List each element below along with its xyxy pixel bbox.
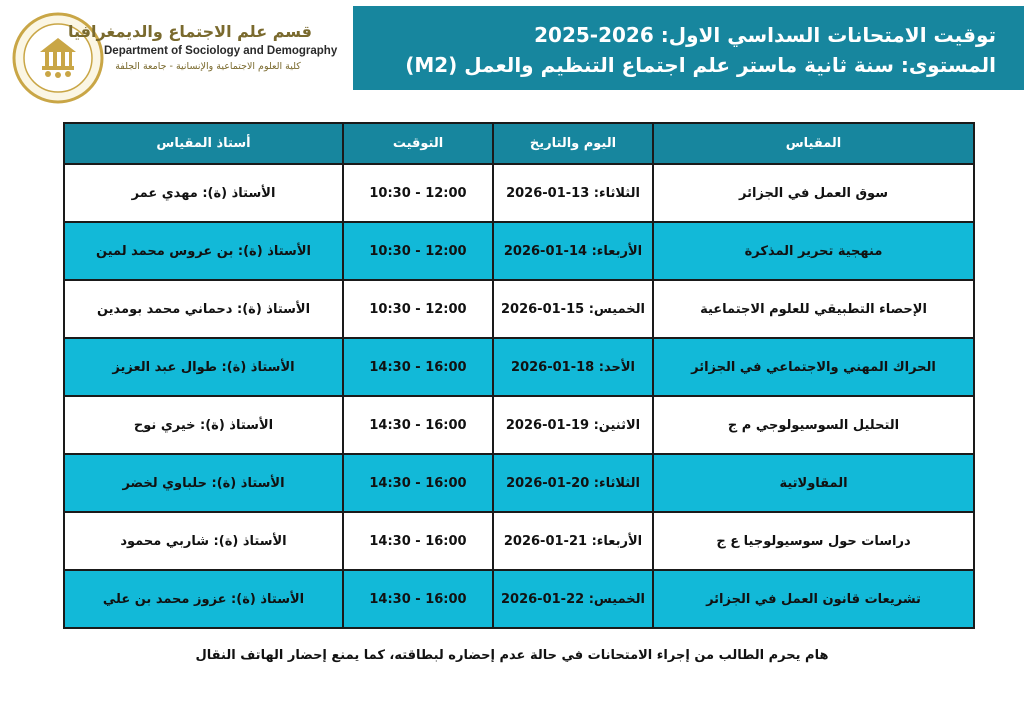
title-banner [353, 6, 1024, 90]
cell-time: 14:30 - 16:00 [343, 512, 493, 570]
cell-time: 14:30 - 16:00 [343, 570, 493, 628]
cell-teacher: الأستاذ (ة): عزوز محمد بن علي [64, 570, 343, 628]
table-row [64, 338, 974, 396]
table-row [64, 164, 974, 222]
important-note: هام يحرم الطالب من إجراء الامتحانات في حالة عدم إحضاره لبطاقته، كما يمنع إحضار الهاتف النقال [195, 648, 829, 663]
cell-teacher: الأستاذ (ة): شاربي محمود [64, 512, 343, 570]
cell-module: الإحصاء التطبيقي للعلوم الاجتماعية [653, 280, 974, 338]
cell-module: المقاولاتية [653, 454, 974, 512]
cell-time: 10:30 - 12:00 [343, 164, 493, 222]
cell-date: الثلاثاء: 13-01-2026 [493, 164, 653, 222]
header-module: المقياس [653, 123, 974, 164]
faculty-name: كلية العلوم الاجتماعية والإنسانية - جامعة الجلفة [115, 61, 301, 72]
cell-module: تشريعات قانون العمل في الجزائر [653, 570, 974, 628]
header-time: التوقيت [343, 123, 493, 164]
cell-date: الأربعاء: 14-01-2026 [493, 222, 653, 280]
table-row [64, 222, 974, 280]
table-row [64, 454, 974, 512]
cell-teacher: الأستاذ (ة): بن عروس محمد لمين [64, 222, 343, 280]
cell-date: الخميس: 15-01-2026 [493, 280, 653, 338]
cell-time: 10:30 - 12:00 [343, 222, 493, 280]
level-subtitle: المستوى: سنة ثانية ماستر علم اجتماع التنظيم والعمل (M2) [405, 53, 996, 77]
table-row [64, 570, 974, 628]
cell-teacher: الأستاذ (ة): طوال عبد العزيز [64, 338, 343, 396]
cell-date: الأحد: 18-01-2026 [493, 338, 653, 396]
cell-time: 14:30 - 16:00 [343, 338, 493, 396]
cell-date: الأربعاء: 21-01-2026 [493, 512, 653, 570]
cell-module: منهجية تحرير المذكرة [653, 222, 974, 280]
department-block [67, 22, 338, 72]
exam-schedule-table [63, 122, 975, 629]
cell-teacher: الأستاذ (ة): خيري نوح [64, 396, 343, 454]
cell-module: الحراك المهني والاجتماعي في الجزائر [653, 338, 974, 396]
cell-date: الثلاثاء: 20-01-2026 [493, 454, 653, 512]
table-row [64, 396, 974, 454]
cell-date: الاثنين: 19-01-2026 [493, 396, 653, 454]
cell-teacher: الأستاذ (ة): حلباوي لخضر [64, 454, 343, 512]
table-row [64, 512, 974, 570]
cell-time: 14:30 - 16:00 [343, 454, 493, 512]
cell-time: 10:30 - 12:00 [343, 280, 493, 338]
department-name-english: Department of Sociology and Demography [104, 45, 338, 57]
cell-time: 14:30 - 16:00 [343, 396, 493, 454]
table-header-row [64, 123, 974, 164]
table-row [64, 280, 974, 338]
cell-date: الخميس: 22-01-2026 [493, 570, 653, 628]
header-date: اليوم والتاريخ [493, 123, 653, 164]
cell-teacher: الأستاذ (ة): مهدي عمر [64, 164, 343, 222]
cell-module: دراسات حول سوسيولوجيا ع ج [653, 512, 974, 570]
cell-teacher: الأستاذ (ة): دحماني محمد بومدين [64, 280, 343, 338]
cell-module: التحليل السوسيولوجي م ج [653, 396, 974, 454]
header-teacher: أستاذ المقياس [64, 123, 343, 164]
cell-module: سوق العمل في الجزائر [653, 164, 974, 222]
page-title: توقيت الامتحانات السداسي الاول: 2026-2025 [534, 23, 996, 47]
department-name-arabic: قسم علم الاجتماع والديمغرافيا [67, 22, 312, 41]
